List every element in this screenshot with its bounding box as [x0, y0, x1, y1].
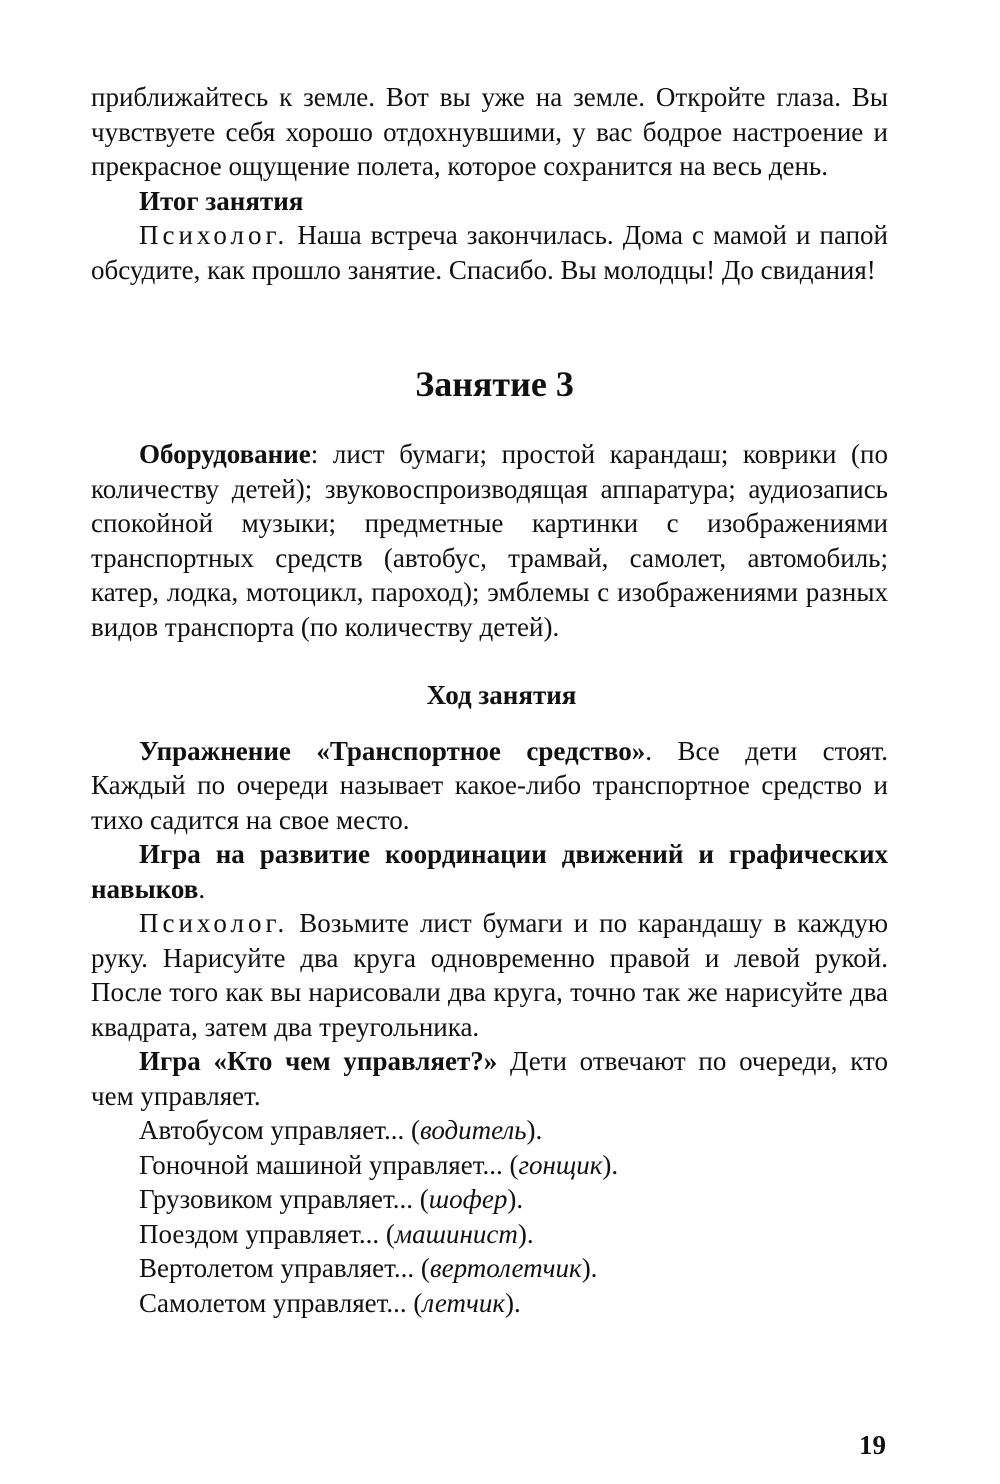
spacer — [91, 644, 888, 678]
who-drives-list — [91, 1113, 888, 1320]
line-answer: водитель — [420, 1115, 527, 1145]
line-answer: шофер — [428, 1184, 508, 1214]
line-answer: гонщик — [518, 1149, 603, 1180]
coordination-game-title: Игра на развитие координации движений и графических навыков — [91, 839, 888, 904]
line-answer: летчик — [422, 1287, 506, 1318]
line-prefix: Самолетом управляет... ( — [139, 1287, 423, 1318]
line-suffix: ). — [507, 1184, 524, 1214]
spacer — [91, 713, 888, 734]
coordination-game-paragraph — [91, 906, 888, 1044]
list-item — [91, 1286, 888, 1321]
who-drives-title: Игра «Кто чем управляет?» — [139, 1046, 498, 1076]
summary-text: Наша встреча закончилась. Дома с мамой и папой обсудите, как прошло занятие. Спасибо. Вы молодцы! До свидания! — [91, 220, 888, 285]
line-answer: вертолетчик — [429, 1253, 582, 1283]
intro-paragraph: приближайтесь к земле. Вот вы уже на земле. Откройте глаза. Вы чувствуете себя хорошо отдохнувшими, у вас бодрое настроение и прекрасное ощущение полета, которое сохранится на весь день. — [91, 82, 888, 181]
coordination-speaker: Психолог. — [139, 908, 289, 938]
coordination-game-heading — [91, 837, 888, 906]
list-item — [91, 1182, 888, 1217]
course-heading: Ход занятия — [426, 680, 577, 710]
exercise-transport-text: . Все дети стоят. Каждый по очереди называет какое-либо транспортное средство и тихо садится на свое место. — [91, 735, 888, 835]
page-number: 19 — [859, 1430, 886, 1460]
line-suffix: ). — [581, 1253, 598, 1283]
line-prefix: Гоночной машиной управляет... ( — [139, 1149, 519, 1180]
equipment-paragraph — [91, 437, 888, 644]
line-suffix: ). — [602, 1149, 619, 1180]
list-item — [91, 1148, 888, 1183]
line-suffix: ). — [526, 1115, 543, 1145]
line-prefix: Автобусом управляет... ( — [139, 1115, 420, 1145]
summary-speaker: Психолог. — [139, 220, 289, 250]
summary-heading: Итог занятия — [139, 185, 304, 216]
spacer — [91, 404, 888, 437]
line-suffix: ). — [505, 1287, 521, 1318]
line-answer: машинист — [394, 1218, 518, 1249]
exercise-transport-paragraph — [91, 734, 888, 838]
line-prefix: Вертолетом управляет... ( — [139, 1253, 430, 1283]
who-drives-paragraph — [91, 1044, 888, 1113]
coordination-text: Возьмите лист бумаги и по карандашу в каждую руку. Нарисуйте два круга одновременно правой и левой рукой. После того как вы нарисовали два круга, точно так же нарисуйте два квадрата, затем два треугольника. — [91, 908, 888, 1042]
exercise-transport-title: Упражнение «Транспортное средство» — [139, 735, 646, 766]
who-drives-text: Дети отвечают по очереди, кто чем управляет. — [91, 1046, 888, 1111]
coordination-game-title-end: . — [198, 873, 206, 904]
equipment-text: : лист бумаги; простой карандаш; коврики (по количеству детей); звуковоспроизводящая аппаратура; аудиозапись спокойной музыки; предметные картинки с изображениями транспортных средств (автобус, трамвай, самолет, автомобиль; катер, лодка, мотоцикл, пароход); эмблемы с изображениями разных видов транспорта (по количеству детей). — [91, 439, 888, 642]
line-suffix: ). — [517, 1218, 534, 1249]
equipment-label: Оборудование — [139, 439, 311, 469]
summary-paragraph — [91, 218, 888, 287]
line-prefix: Поездом управляет... ( — [139, 1218, 395, 1249]
list-item — [91, 1251, 888, 1286]
list-item — [91, 1217, 888, 1252]
line-prefix: Грузовиком управляет... ( — [139, 1184, 429, 1214]
list-item — [91, 1113, 888, 1148]
chapter-title: Занятие 3 — [415, 364, 574, 404]
